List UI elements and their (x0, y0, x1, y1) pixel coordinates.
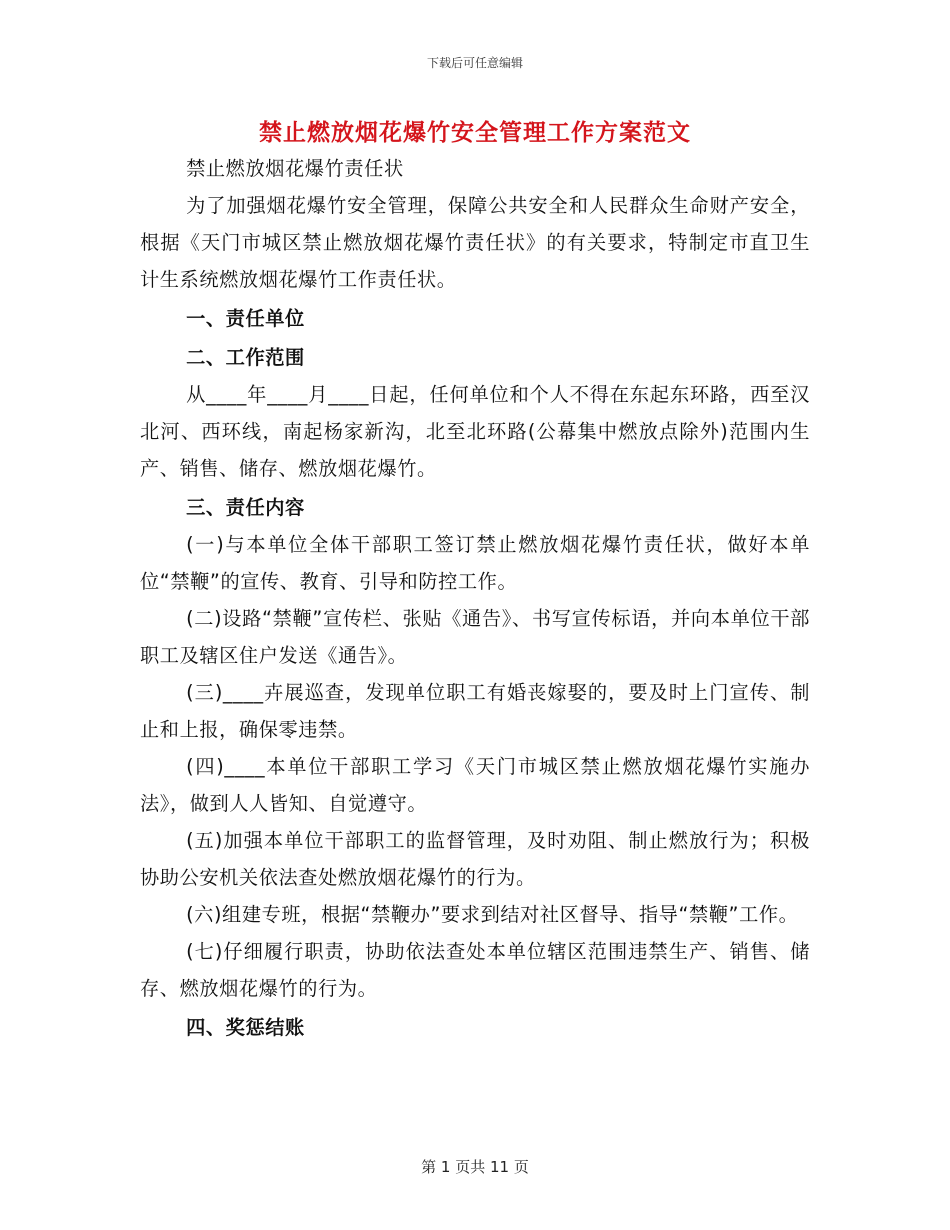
paragraph-item-5: (五)加强本单位干部职工的监督管理，及时劝阻、制止燃放行为；积极协助公安机关依法查处燃放烟花爆竹的行为。 (140, 829, 810, 889)
document-title: 禁止燃放烟花爆竹安全管理工作方案范文 (259, 120, 691, 146)
page-header: 下载后可任意编辑 (426, 56, 523, 70)
paragraph-item-3: (三)____卉展巡查，发现单位职工有婚丧嫁娶的，要及时上门宣传、制止和上报，确保零违禁。 (140, 681, 810, 741)
page-footer: 第 1 页共 11 页 (421, 1158, 529, 1176)
paragraph-intro: 为了加强烟花爆竹安全管理，保障公共安全和人民群众生命财产安全，根据《天门市城区禁止燃放烟花爆竹责任状》的有关要求，特制定市直卫生计生系统燃放烟花爆竹工作责任状。 (140, 194, 810, 291)
paragraph-item-6: (六)组建专班，根据“禁鞭办”要求到结对社区督导、指导“禁鞭”工作。 (186, 903, 799, 926)
paragraph-item-7: (七)仔细履行职责，协助依法查处本单位辖区范围违禁生产、销售、储存、燃放烟花爆竹的行为。 (140, 940, 810, 1000)
section-heading-3: 三、责任内容 (186, 496, 305, 519)
paragraph-item-2: (二)设路“禁鞭”宣传栏、张贴《通告》、书写宣传标语，并向本单位干部职工及辖区住户发送《通告》。 (140, 607, 810, 667)
document-body (140, 150, 810, 1046)
paragraph-subtitle: 禁止燃放烟花爆竹责任状 (186, 157, 404, 180)
paragraph-scope: 从____年____月____日起，任何单位和个人不得在东起东环路，西至汉北河、西环线，南起杨家新沟，北至北环路(公幕集中燃放点除外)范围内生产、销售、储存、燃放烟花爆竹。 (140, 383, 810, 480)
paragraph-item-4: (四)____本单位干部职工学习《天门市城区禁止燃放烟花爆竹实施办法》，做到人人皆知、自觉遵守。 (140, 755, 810, 815)
paragraph-item-1: (一)与本单位全体干部职工签订禁止燃放烟花爆竹责任状，做好本单位“禁鞭”的宣传、教育、引导和防控工作。 (140, 533, 810, 593)
section-heading-2: 二、工作范围 (186, 346, 305, 369)
section-heading-4: 四、奖惩结账 (186, 1016, 305, 1039)
section-heading-1: 一、责任单位 (186, 307, 305, 330)
